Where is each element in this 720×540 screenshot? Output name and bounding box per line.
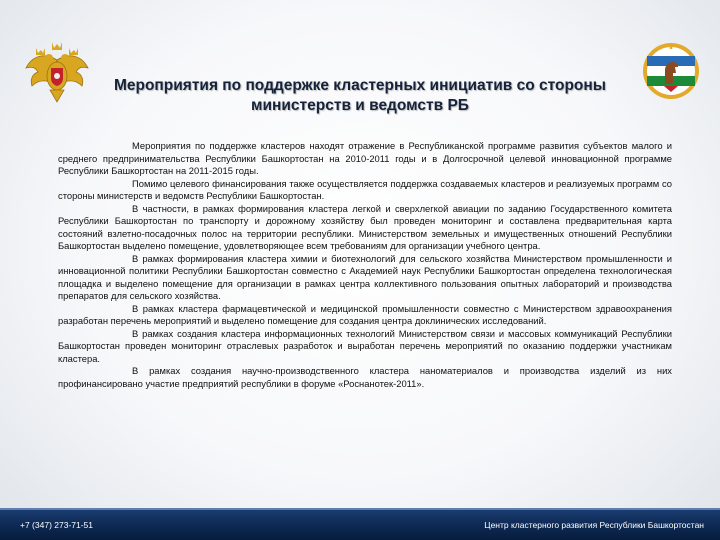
paragraph: В рамках создания кластера информационных технологий Министерством связи и массовых коммуникаций Республики Башкортостан проведен мониторинг отраслевых разработок и выработан перечень мероприятий по оказанию поддержки участникам кластера. [58,327,672,364]
paragraph: В рамках формирования кластера химии и биотехнологий для сельского хозяйства Министерством промышленности и инновационной политики Республики Башкортостан совместно с Академией наук Республики Башкортостан определена технологическая площадка и выделено помещение для организации в рамках центра коллективного пользования опытных лабораторий и производства препаратов для сельского хозяйства. [58,252,672,301]
footer-bar [0,508,720,540]
footer-divider [0,508,720,510]
paragraph: Мероприятия по поддержке кластеров находят отражение в Республиканской программе развития субъектов малого и среднего предпринимательства Республики Башкортостан на 2010-2011 годы и в Долгосрочной целевой инновационной программе Республики Башкортостан на 2011-2015 годы. [58,140,672,176]
bashkortostan-coat-of-arms-icon [640,40,702,102]
paragraph: В рамках кластера фармацевтической и медицинской промышленности совместно с Министерством здравоохранения разработан перечень мероприятий и выделено помещение для создания центра доклинических исследований. [58,302,672,326]
paragraph: Помимо целевого финансирования также осуществляется поддержка создаваемых кластеров и реализуемых программ со стороны министерств и ведомств Республики Башкортостан. [58,177,672,201]
page-title: Мероприятия по поддержке кластерных инициатив со стороны министерств и ведомств РБ [113,77,607,114]
paragraph: В частности, в рамках формирования кластера легкой и сверхлегкой авиации по заданию Государственного комитета Республики Башкортостан по транспорту и дорожному хозяйству был проведен мониторинг и составлена предварительная карта состояний взлетно-посадочных полос на территории республики. Министерством земельных и имущественных отношений Республики Башкортостан выделено помещение, удовлетворяющее всем требованиям для организации учебного центра. [58,202,672,251]
footer-organization: Центр кластерного развития Республики Башкортостан [484,520,704,530]
footer-phone: +7 (347) 273-71-51 [20,520,94,530]
body-text [58,140,672,390]
paragraph: В рамках создания научно-производственного кластера наноматериалов и производства изделий из них профинансировано участие предприятий республики в форуме «Роснанотек-2011». [58,365,672,389]
russian-coat-of-arms-icon [22,38,92,104]
